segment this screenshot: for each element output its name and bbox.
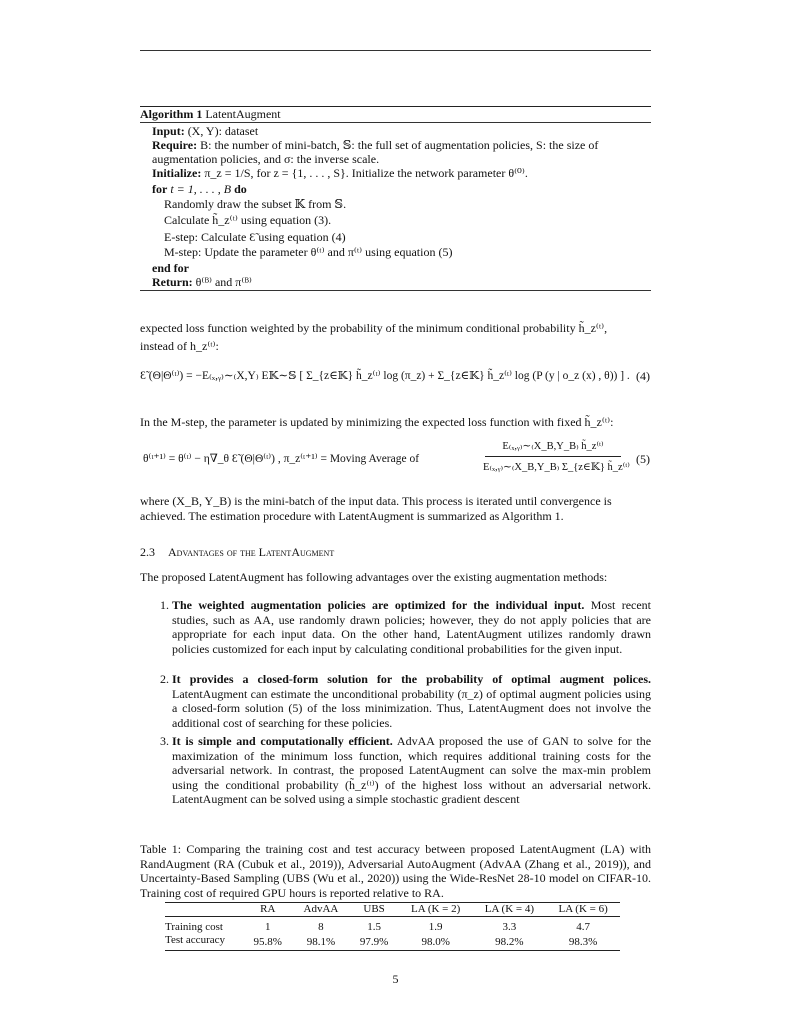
- equation-5-denominator: E₍ₓ,ᵧ₎∼₍X_B,Y_B₎ Σ_{z∈𝕂} h̃_z⁽ᵗ⁾: [483, 462, 630, 473]
- list-item-number: 2.: [160, 672, 169, 686]
- algorithm-bottom-rule: [140, 290, 651, 291]
- algorithm-name: LatentAugment: [205, 107, 281, 121]
- header-rule: [140, 50, 651, 51]
- algorithm-step-1: Randomly draw the subset 𝕂 from 𝕊.: [164, 197, 347, 211]
- table-cell: 8: [318, 921, 324, 933]
- list-item-number: 3.: [160, 734, 169, 748]
- table-cell: 4.7: [576, 921, 590, 933]
- table-cell: 95.8%: [253, 935, 282, 948]
- algorithm-step-3: E-step: Calculate Ɛ̃ using equation (4): [164, 230, 346, 244]
- paragraph-m-step: In the M-step, the parameter is updated by minimizing the expected loss function with fixed h̃_z⁽ᵗ⁾:: [140, 415, 614, 429]
- equation-4: Ɛ̃ (Θ|Θ⁽ᵗ⁾) = −E₍ₓ,ᵧ₎∼₍X,Y₎ E𝕂∼𝕊 [ Σ_{z∈𝕂} h̃_z⁽ᵗ⁾ log (π_z) + Σ_{z∈𝕂} h̃_z⁽ᵗ⁾ log (P (y | o_z (x) , θ)) ] .: [140, 370, 630, 382]
- paragraph-line: achieved. The estimation procedure with LatentAugment is summarized as Algorithm 1.: [140, 508, 564, 523]
- algorithm-for: for t = 1, . . . , B do: [152, 182, 247, 196]
- algorithm-initialize: Initialize: π_z = 1/S, for z = {1, . . . , S}. Initialize the network parameter θ⁽⁰⁾.: [152, 166, 528, 180]
- table-row: [165, 934, 620, 951]
- table-header-cell: LA (K = 2): [411, 903, 461, 915]
- paragraph-expected-loss: [140, 321, 651, 353]
- equation-5-left: θ⁽ᵗ⁺¹⁾ = θ⁽ᵗ⁾ − η∇_θ Ɛ̃ (Θ|Θ⁽ᵗ⁾) , π_z⁽ᵗ⁺¹⁾ = Moving Average of: [143, 453, 420, 465]
- equation-4-number: (4): [636, 369, 650, 383]
- algorithm-title-rule: [140, 122, 651, 123]
- table-header-cell: LA (K = 6): [558, 903, 608, 915]
- algorithm-step-2: Calculate h̃_z⁽ᵗ⁾ using equation (3).: [164, 213, 332, 227]
- table-header-row: [165, 903, 620, 917]
- table-cell: 98.0%: [421, 935, 450, 948]
- section-title: Advantages of the LatentAugment: [168, 545, 335, 559]
- table-header-cell: UBS: [363, 903, 385, 915]
- page-number: 5: [392, 972, 399, 986]
- table-cell: 3.3: [502, 921, 517, 933]
- list-item-closed-form: It provides a closed-form solution for the probability of optimal augment polices. LatentAugment can estimate the unconditional probability (π_z) of optimal augment policies using a closed-form solution (5) of the loss minimization. Thus, LatentAugment does not involve the additional cost of searching for these policies.: [172, 672, 651, 730]
- equation-5-number: (5): [636, 452, 650, 466]
- list-item-individual-input: The weighted augmentation policies are optimized for the individual input. Most recent studies, such as AA, use randomly drawn policies; however, they do not apply policies that are appropriate for each input data. On the other hand, LatentAugment utilizes randomly drawn policies customized for each input by calculating conditional probabilities for the given input.: [172, 598, 652, 656]
- section-heading: [140, 545, 334, 560]
- algorithm-title: [140, 107, 651, 122]
- algorithm-step-4: M-step: Update the parameter θ⁽ᵗ⁾ and π⁽ᵗ⁾ using equation (5): [164, 245, 453, 259]
- table-cell: 1.5: [367, 921, 381, 933]
- paragraph-iteration: [140, 494, 651, 523]
- table-cell: 98.3%: [568, 935, 598, 948]
- table-caption: Table 1: Comparing the training cost and test accuracy between proposed LatentAugment (LA) with RandAugment (RA (Cubuk et al., 2019)), Adversarial AutoAugment (AdvAA (Zhang et al., 2019)), and Uncertainty-Based Sampling (UBS (Wu et al., 2020)) using the Wide-ResNet 28-10 model on CIFAR-10. Training cost of required GPU hours is reported relative to RA.: [140, 842, 651, 900]
- section-number: 2.3: [140, 545, 155, 559]
- table-row: [165, 917, 620, 935]
- table-cell: 1.9: [428, 921, 443, 933]
- paragraph-line: expected loss function weighted by the probability of the minimum conditional probability h̃_z⁽ᵗ⁾,: [140, 321, 608, 335]
- equation-5-numerator: E₍ₓ,ᵧ₎∼₍X_B,Y_B₎ h̃_z⁽ᵗ⁾: [502, 441, 604, 452]
- table-header-cell: [165, 903, 243, 917]
- algorithm-input: Input: (X, Y): dataset: [152, 124, 259, 138]
- table-cell: 98.2%: [495, 935, 524, 948]
- paragraph-line: where (X_B, Y_B) is the mini-batch of the input data. This process is iterated until convergence is: [140, 494, 612, 508]
- list-item-efficient: It is simple and computationally efficient. AdvAA proposed the use of GAN to solve for the maximization of the minimum loss function, which requires additional training costs for the adversarial network. In contrast, the proposed LatentAugment can solve the max-min problem using the conditional probability (h̃_z⁽ᵗ⁾) of the highest loss without an adversarial network. LatentAugment can be solved using a simple stochastic gradient descent: [172, 734, 652, 806]
- algorithm-require-cont: augmentation policies, and σ: the inverse scale.: [152, 152, 380, 166]
- table-cell: 98.1%: [306, 935, 336, 948]
- equation-5-fraction-bar: [485, 456, 621, 457]
- list-item-number: 1.: [160, 598, 169, 612]
- algorithm-return: Return: θ⁽ᴮ⁾ and π⁽ᴮ⁾: [152, 275, 252, 289]
- table-header-cell: RA: [260, 903, 276, 915]
- table-cell: Training cost: [165, 921, 223, 933]
- table-header-cell: AdvAA: [303, 903, 339, 915]
- algorithm-end-for: end for: [152, 261, 189, 275]
- table-cell: 97.9%: [359, 935, 389, 948]
- table-cell: Test accuracy: [165, 934, 225, 946]
- algorithm-require: Require: B: the number of mini-batch, 𝕊: the full set of augmentation policies, S: the size of: [152, 138, 599, 152]
- section-intro: The proposed LatentAugment has following advantages over the existing augmentation methods:: [140, 570, 608, 584]
- algorithm-label: Algorithm 1: [140, 107, 203, 121]
- paragraph-line: instead of h_z⁽ᵗ⁾:: [140, 338, 219, 353]
- results-table: [165, 902, 620, 951]
- table-header-cell: LA (K = 4): [484, 903, 535, 915]
- table-cell: 1: [265, 921, 271, 933]
